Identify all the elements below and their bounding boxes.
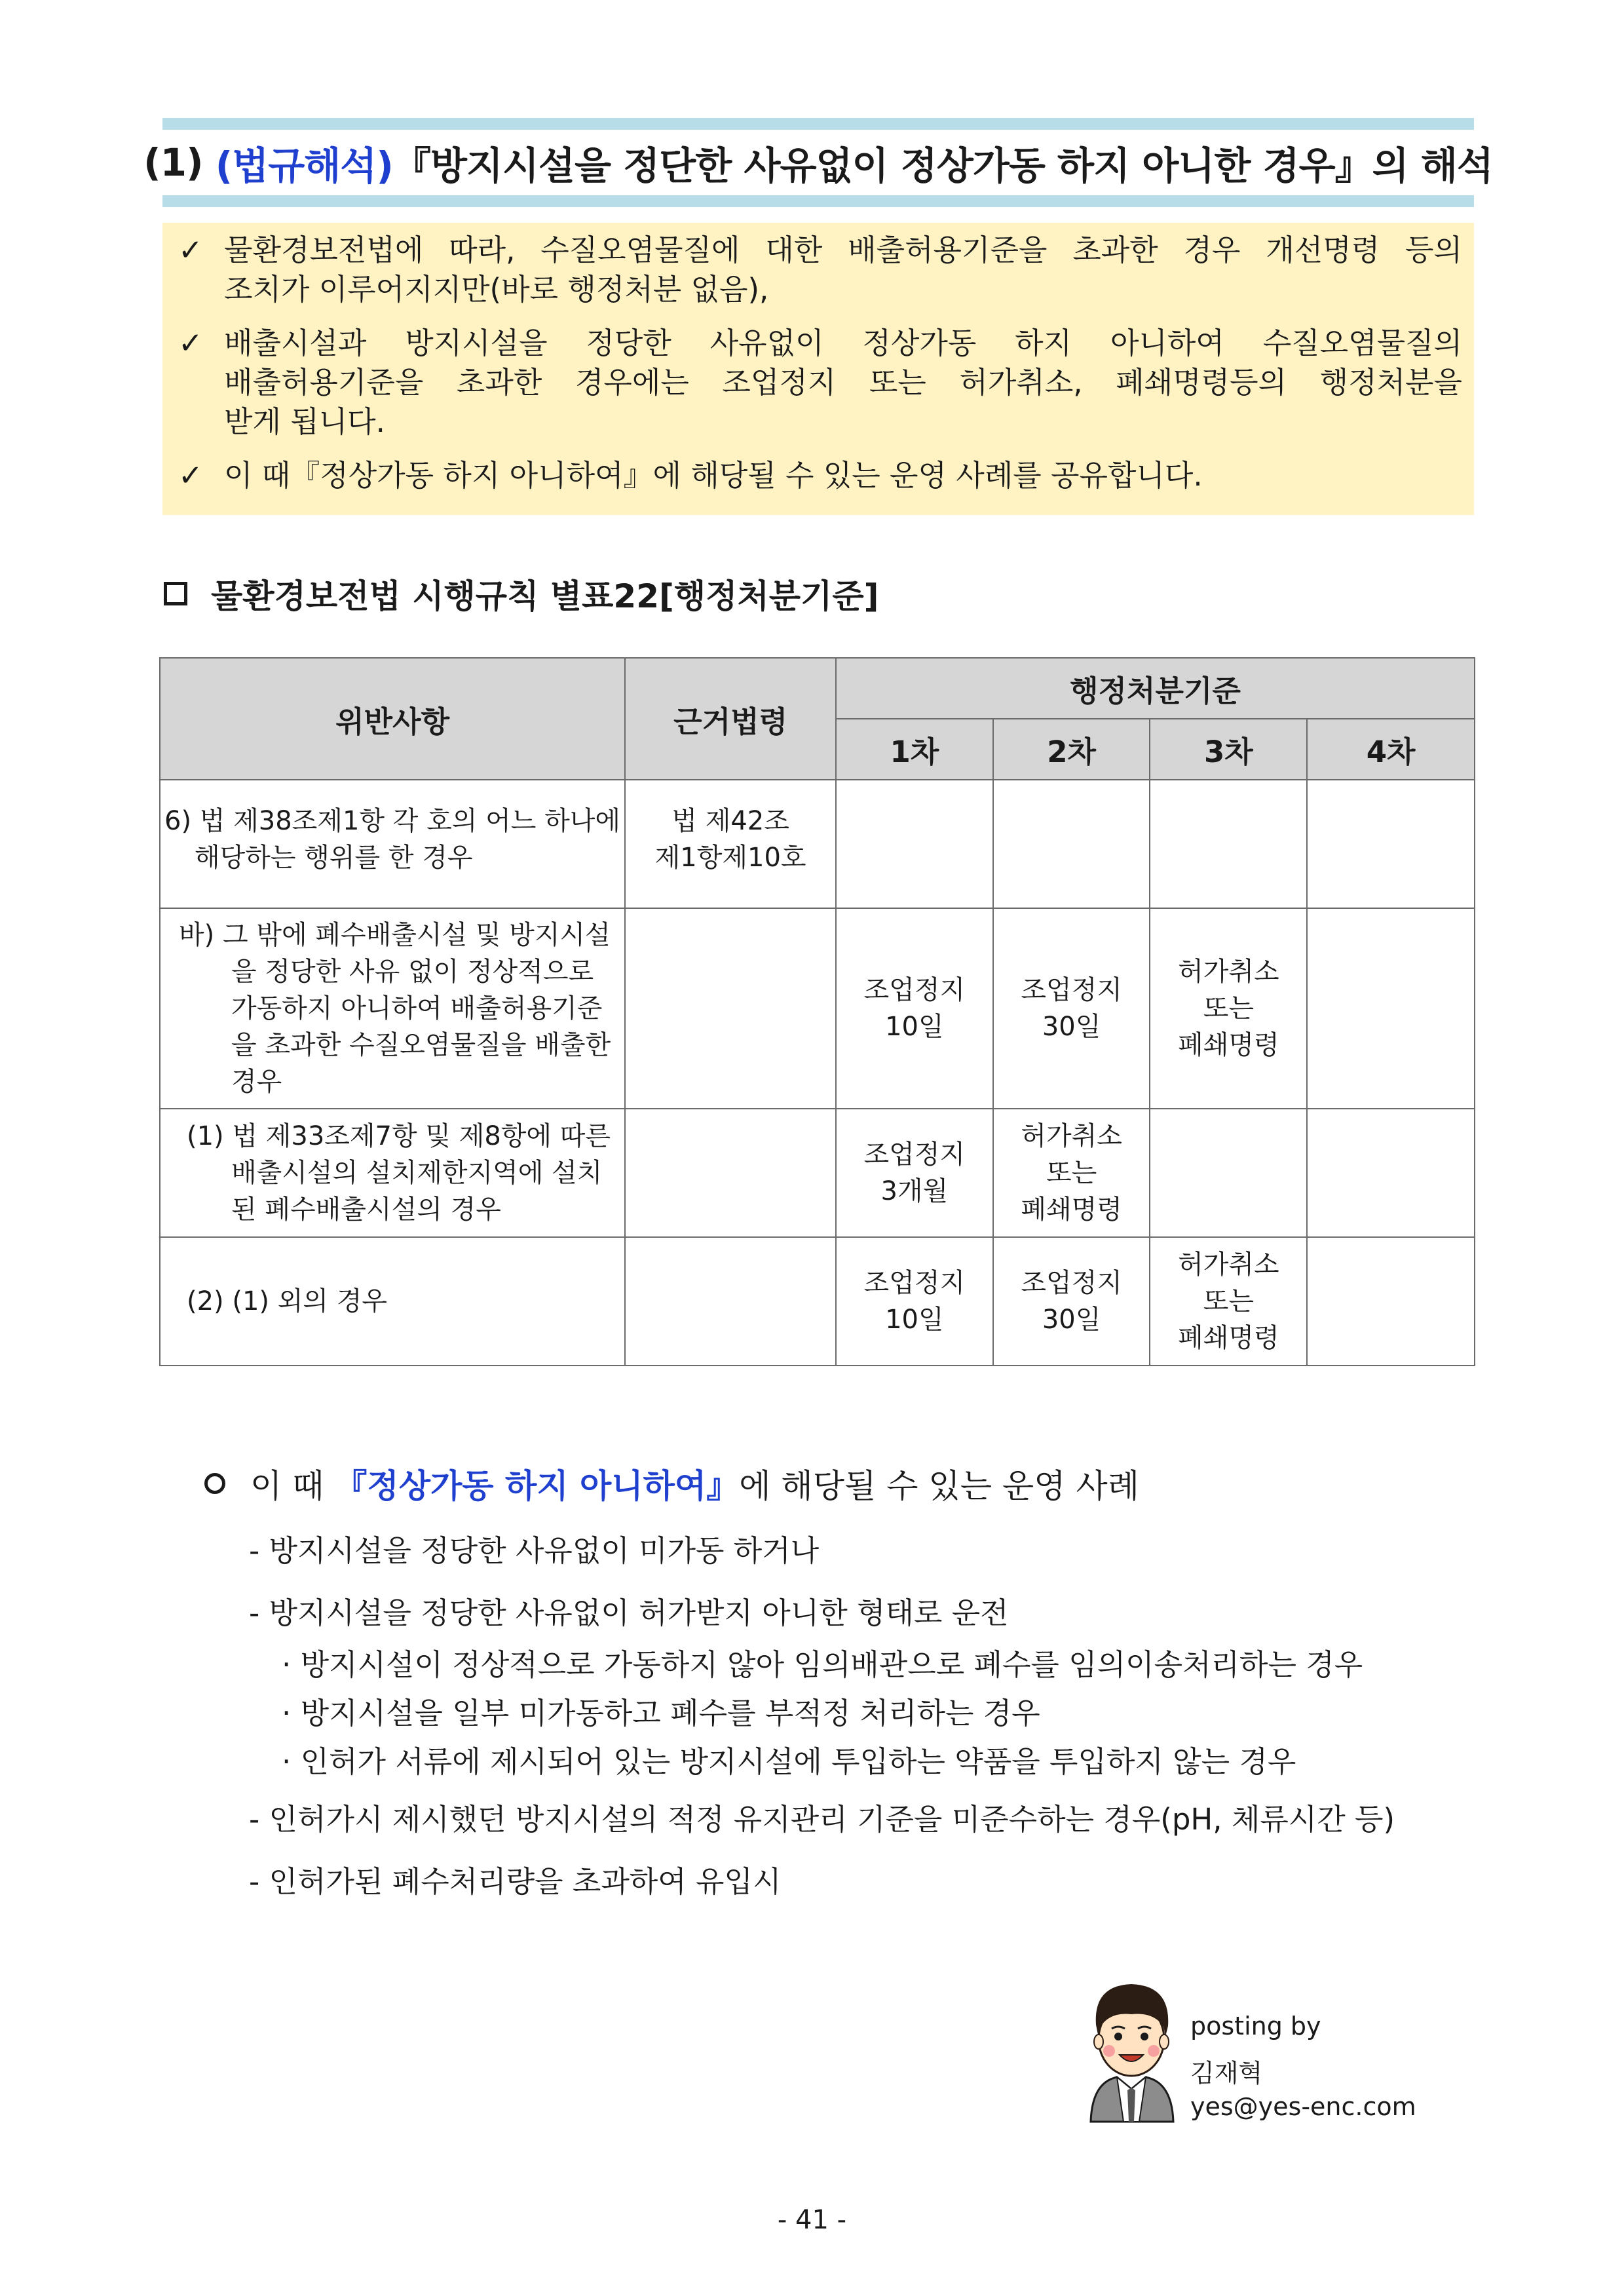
list-item: · 인허가 서류에 제시되어 있는 방지시설에 투입하는 약품을 투입하지 않는 경우 [282, 1744, 1296, 1779]
header-violation: 위반사항 [160, 658, 625, 780]
cell-line: 해당하는 행위를 한 경우 [195, 843, 473, 873]
cell-line: 10일 [885, 1012, 944, 1042]
cell-round-4 [1307, 1109, 1475, 1237]
cell-line: 을 초과한 수질오염물질을 배출한 [231, 1030, 611, 1060]
notice-text: 이 때『정상가동 하지 아니하여』에 해당될 수 있는 운영 사례를 공유합니다. [224, 458, 1203, 493]
cell-line: 또는 [1203, 1286, 1254, 1316]
checkbox-square-icon [164, 582, 187, 605]
cell-line: 3개월 [880, 1176, 949, 1206]
section-heading [164, 570, 879, 617]
cell-line: 허가취소 [1178, 957, 1279, 987]
notice-text: 조치가 이루어지지만(바로 행정처분 없음), [224, 272, 769, 307]
cell-line: 10일 [885, 1305, 944, 1335]
cell-round-1 [836, 780, 993, 908]
notice-item [178, 456, 1462, 495]
circle-bullet-icon [204, 1473, 225, 1494]
cell-round-2 [993, 1237, 1150, 1366]
cell-line: 폐쇄명령 [1178, 1323, 1279, 1353]
notice-box [162, 223, 1474, 515]
notice-item [178, 324, 1462, 442]
list-item: · 방지시설이 정상적으로 가동하지 않아 임의배관으로 폐수를 임의이송처리하는 경우 [282, 1647, 1363, 1682]
cell-law [625, 908, 836, 1109]
notice-text: 배출허용기준을 초과한 경우에는 조업정지 또는 허가취소, 폐쇄명령등의 행정처분을 [224, 365, 1462, 400]
cell-violation [160, 1237, 625, 1366]
cell-line: 된 폐수배출시설의 경우 [231, 1195, 501, 1225]
cell-line: 허가취소 [1021, 1121, 1122, 1151]
check-icon: ✓ [178, 233, 203, 267]
cell-line: 폐쇄명령 [1178, 1030, 1279, 1060]
table-row [160, 1237, 1475, 1366]
header-round-4: 4차 [1307, 719, 1475, 780]
cell-line: 또는 [1203, 993, 1254, 1024]
cell-round-2 [993, 908, 1150, 1109]
header-round-2: 2차 [993, 719, 1150, 780]
cell-violation [160, 908, 625, 1109]
header-round-1: 1차 [836, 719, 993, 780]
cell-round-2 [993, 1109, 1150, 1237]
cell-law [625, 780, 836, 908]
cell-round-4 [1307, 1237, 1475, 1366]
table-header-row [160, 658, 1475, 719]
list-item: - 방지시설을 정당한 사유없이 허가받지 아니한 형태로 운전 [249, 1596, 1009, 1630]
cell-line: 또는 [1046, 1158, 1097, 1188]
section-heading-text: 물환경보전법 시행규칙 별표22[행정처분기준] [211, 577, 879, 615]
title-text: 『방지시설을 정단한 사유없이 정상가동 하지 아니한 경우』의 해석 [392, 144, 1493, 188]
cell-round-3 [1150, 1237, 1307, 1366]
cell-line: 을 정당한 사유 없이 정상적으로 [231, 957, 594, 987]
cell-line: 30일 [1042, 1305, 1101, 1335]
notice-text: 받게 됩니다. [224, 404, 385, 439]
notice-text: 배출시설과 방지시설을 정당한 사유없이 정상가동 하지 아니하여 수질오염물질의 [224, 326, 1462, 360]
cell-round-3 [1150, 1109, 1307, 1237]
list-item: - 인허가된 폐수처리량을 초과하여 유입시 [249, 1864, 782, 1899]
penalty-table [159, 657, 1475, 1366]
page-number: - 41 - [777, 2205, 847, 2235]
notice-item [178, 231, 1462, 309]
cell-line: 조업정지 [1021, 1268, 1122, 1298]
header-round-3: 3차 [1150, 719, 1307, 780]
table-row [160, 1109, 1475, 1237]
cell-round-2 [993, 780, 1150, 908]
cell-line: (2) (1) 외의 경우 [187, 1286, 388, 1316]
cell-law [625, 1109, 836, 1237]
cell-law [625, 1237, 836, 1366]
cell-line: 조업정지 [863, 1268, 966, 1298]
cell-round-1 [836, 1109, 993, 1237]
list-item: - 인허가시 제시했던 방지시설의 적정 유지관리 기준을 미준수하는 경우(pH, 체류시간 등) [249, 1802, 1395, 1837]
title-number: (1) [143, 140, 203, 185]
cell-line: 제1항제10호 [654, 843, 806, 873]
header-law: 근거법령 [625, 658, 836, 780]
table-row [160, 908, 1475, 1109]
cell-line: 가동하지 아니하여 배출허용기준 [231, 993, 603, 1024]
posting-email: yes@yes-enc.com [1190, 2092, 1416, 2121]
cases-heading [204, 1460, 1139, 1507]
cell-line: 30일 [1042, 1012, 1101, 1042]
title-bar-top [162, 118, 1474, 130]
author-avatar-icon [1084, 1979, 1179, 2123]
cell-violation [160, 1109, 625, 1237]
header-penalty: 행정처분기준 [836, 658, 1475, 719]
posting-name: 김재혁 [1190, 2059, 1263, 2088]
cell-line: 폐쇄명령 [1021, 1195, 1122, 1225]
cell-line: 조업정지 [1021, 975, 1122, 1005]
cell-round-3 [1150, 908, 1307, 1109]
check-icon: ✓ [178, 326, 203, 360]
cell-line: 바) 그 밖에 폐수배출시설 및 방지시설 [179, 920, 611, 950]
cell-line: 조업정지 [863, 1139, 966, 1170]
cell-line: 법 제42조 [671, 806, 789, 836]
page-title-block [143, 118, 1493, 207]
cell-line: (1) 법 제33조제7항 및 제8항에 따른 [187, 1121, 611, 1151]
posting-label: posting by [1190, 2012, 1321, 2040]
cell-line: 허가취소 [1178, 1250, 1279, 1280]
cell-line: 조업정지 [863, 975, 966, 1005]
cell-violation [160, 780, 625, 908]
check-icon: ✓ [178, 458, 203, 493]
cell-round-1 [836, 1237, 993, 1366]
cases-heading-highlight: 『정상가동 하지 아니하여』 [334, 1467, 740, 1505]
notice-text: 물환경보전법에 따라, 수질오염물질에 대한 배출허용기준을 초과한 경우 개선명령 등의 [224, 233, 1462, 267]
page-title [143, 130, 1493, 195]
title-tag: (법규해석) [215, 144, 393, 188]
cell-line: 배출시설의 설치제한지역에 설치 [231, 1158, 603, 1188]
cell-round-4 [1307, 908, 1475, 1109]
table-row [160, 780, 1475, 908]
cases-heading-post: 에 해당될 수 있는 운영 사례 [739, 1467, 1140, 1505]
cell-round-3 [1150, 780, 1307, 908]
list-item: - 방지시설을 정당한 사유없이 미가동 하거나 [249, 1533, 820, 1568]
list-item: · 방지시설을 일부 미가동하고 폐수를 부적정 처리하는 경우 [282, 1696, 1040, 1731]
cell-line: 경우 [231, 1067, 282, 1097]
cell-round-1 [836, 908, 993, 1109]
cell-line: 6) 법 제38조제1항 각 호의 어느 하나에 [164, 806, 621, 836]
cases-heading-pre: 이 때 [250, 1467, 324, 1505]
cell-round-4 [1307, 780, 1475, 908]
title-bar-bottom [162, 195, 1474, 207]
